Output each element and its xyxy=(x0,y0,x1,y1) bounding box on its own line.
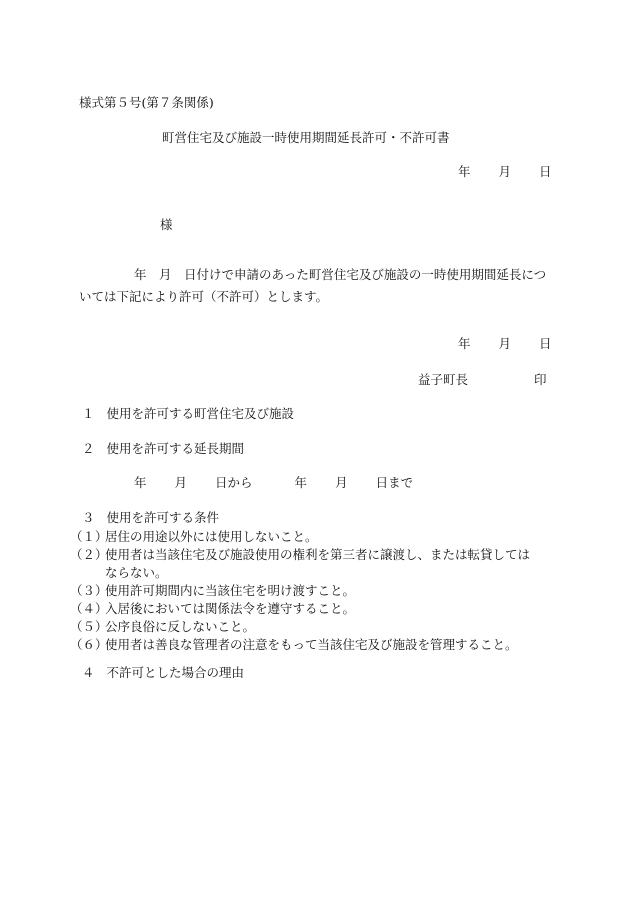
item-3-label: 使用を許可する条件 xyxy=(106,510,220,525)
condition-item: （３）使用許可期間内に当該住宅を明け渡すこと。 xyxy=(70,583,356,598)
document-title: 町営住宅及び施設一時使用期間延長許可・不許可書 xyxy=(162,130,450,145)
date-year: 年 xyxy=(458,164,471,179)
period-from-day: 日から xyxy=(215,475,253,490)
body-paragraph xyxy=(79,264,554,308)
issuer-line xyxy=(418,374,547,387)
condition-item-continuation: ならない。 xyxy=(105,565,168,580)
condition-item: （４）入居後においては関係法令を遵守すること。 xyxy=(70,601,356,616)
date-day: 日 xyxy=(539,164,552,179)
item-2-label: 使用を許可する延長期間 xyxy=(106,441,245,456)
item-1 xyxy=(82,408,294,421)
period-to-day: 日まで xyxy=(375,475,414,490)
condition-item: （２）使用者は当該住宅及び施設使用の権利を第三者に譲渡し、または転貸しては xyxy=(70,547,531,562)
issuer-title: 益子町長 xyxy=(418,372,469,387)
addressee-suffix: 様 xyxy=(160,217,173,232)
date-day: 日 xyxy=(539,336,552,351)
issue-date-bottom xyxy=(458,338,552,351)
item-4-label: 不許可とした場合の理由 xyxy=(106,665,245,680)
item-4-number: ４ xyxy=(82,665,95,680)
issue-date-top xyxy=(458,166,552,179)
form-number: 様式第５号(第７条関係) xyxy=(79,95,214,110)
condition-item: （５）公序良俗に反しないこと。 xyxy=(70,619,256,634)
conditions-list xyxy=(70,528,560,654)
item-4 xyxy=(82,667,244,680)
date-month: 月 xyxy=(498,336,512,351)
condition-item: （６）使用者は善良な管理者の注意をもって当該住宅及び施設を管理すること。 xyxy=(70,637,518,652)
condition-item: （１）居住の用途以外には使用しないこと。 xyxy=(70,529,318,544)
period-from-month: 月 xyxy=(174,475,188,490)
period-to-month: 月 xyxy=(335,475,348,490)
item-3-number: ３ xyxy=(82,510,95,525)
body-text: 年 月 日付けで申請のあった町営住宅及び施設の一時使用期間延長については下記により許可（不許可）とします。 xyxy=(79,267,547,304)
period-from-year: 年 xyxy=(134,475,147,490)
date-month: 月 xyxy=(498,164,512,179)
period-to-year: 年 xyxy=(294,475,308,490)
extension-period xyxy=(134,477,413,490)
item-1-label: 使用を許可する町営住宅及び施設 xyxy=(106,406,295,421)
item-2-number: ２ xyxy=(82,441,95,456)
seal-mark: 印 xyxy=(534,372,547,387)
item-1-number: １ xyxy=(82,406,95,421)
item-3 xyxy=(82,512,219,525)
date-year: 年 xyxy=(458,336,471,351)
item-2 xyxy=(82,443,244,456)
